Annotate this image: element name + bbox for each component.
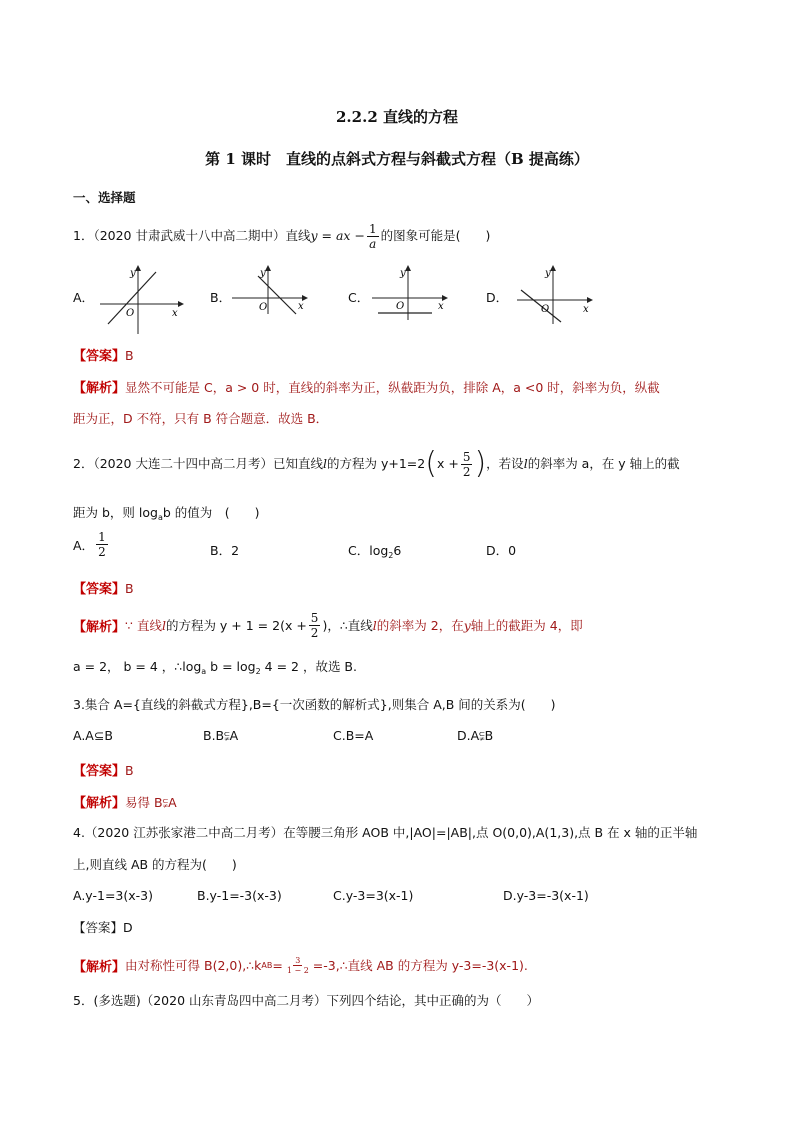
y-label: y <box>260 268 266 279</box>
x-arrow <box>178 301 184 307</box>
origin-label: O <box>259 302 268 313</box>
q2-option-d[interactable]: D．0 <box>486 543 517 558</box>
section-title: 2.2.2 直线的方程 <box>336 108 458 126</box>
analysis-tag: 【解析】 <box>73 796 126 811</box>
y-arrow <box>550 265 556 271</box>
y-arrow <box>405 265 411 271</box>
q2-answer: 【答案】B <box>73 581 134 597</box>
y-arrow <box>135 265 141 271</box>
q4-analysis: 【解析】 由对称性可得 B(2,0),∴k AB = $\frac{3}{1 - 2}$ =-3,∴直线 AB 的方程为 y-3=-3(x-1). <box>73 955 528 975</box>
q4-stem-line1: 4.（2020 江苏张家港二中高二月考）在等腰三角形 AOB 中,|AO|=|AB|,点 O(0,0),A(1,3),点 B 在 x 轴的正半轴 <box>73 825 698 840</box>
q4-option-c[interactable]: C.y-3=3(x-1) <box>333 888 414 903</box>
part-heading: 一、选择题 <box>73 190 136 205</box>
q1-graph-a <box>100 262 185 337</box>
q2-analysis-line1: 【解析】 ∵ 直线 l 的方程为 y + 1 = 2(x + $\frac{5}{2}$ )，∴直线 l 的斜率为 2，在 y 轴上的截距为 4，即 <box>73 610 583 640</box>
q4-option-a[interactable]: A.y-1=3(x-3) <box>73 888 153 903</box>
q2-option-b[interactable]: B．2 <box>210 543 240 558</box>
answer-tag: 【答案】 <box>73 582 126 597</box>
lesson-title: 第 1 课时 直线的点斜式方程与斜截式方程（B 提高练） <box>205 150 589 168</box>
q3-analysis: 【解析】易得 B⫋A <box>73 795 177 811</box>
q1-option-a[interactable]: A． <box>73 290 95 305</box>
q3-option-d[interactable]: D.A⫋B <box>457 728 494 743</box>
q4-stem-line2: 上,则直线 AB 的方程为( ) <box>73 857 237 872</box>
q1-graph-c <box>370 262 450 322</box>
q2-option-c[interactable]: C．$\log_26$ <box>348 543 402 560</box>
q3-answer: 【答案】B <box>73 763 134 779</box>
q2-stem-line1: 2．（2020 大连二十四中高二月考）已知直线 l 的方程为 y+1=2 ( x + $\frac{5}{2}$ ) ，若设 l 的斜率为 a，在 y 轴上的截 <box>73 446 680 481</box>
y-arrow <box>265 265 271 271</box>
q3-stem: 3.集合 A={直线的斜截式方程},B={一次函数的解析式},则集合 A,B 间的关系为( ) <box>73 697 556 712</box>
y-label: y <box>545 268 551 279</box>
origin-label: O <box>396 301 405 312</box>
origin-label: O <box>126 308 135 319</box>
x-label: x <box>172 308 178 319</box>
q1-option-b[interactable]: B． <box>210 290 232 305</box>
analysis-tag: 【解析】 <box>73 381 126 396</box>
q4-option-b[interactable]: B.y-1=-3(x-3) <box>197 888 282 903</box>
q1-stem: 1．（2020 甘肃武威十八中高二期中）直线y = ax − $\frac{1}{a}$ 的图象可能是( ) <box>73 222 491 251</box>
origin-label: O <box>541 304 550 315</box>
q1-option-c[interactable]: C． <box>348 290 370 305</box>
y-label: y <box>130 268 136 279</box>
q2-stem-line2: 距为 b，则 $\log_ab$ 的值为 ( ) <box>73 505 260 522</box>
q1-answer: 【答案】B <box>73 348 134 364</box>
q1-analysis-line1: 【解析】显然不可能是 C，a > 0 时，直线的斜率为正，纵截距为负，排除 A，a <0 时，斜率为负，纵截 <box>73 380 660 396</box>
q3-option-a[interactable]: A.A⊆B <box>73 728 113 743</box>
analysis-tag: 【解析】 <box>73 959 126 975</box>
x-label: x <box>438 301 444 312</box>
q5-stem: 5．(多选题)（2020 山东青岛四中高二月考）下列四个结论，其中正确的为（ ） <box>73 993 539 1008</box>
q1-analysis-line2: 距为正，D 不符，只有 B 符合题意．故选 B． <box>73 411 329 426</box>
q2-analysis-line2: a = 2， b = 4 ，$\therefore\log_a$ $b = \log_2 4 = 2$ ，故选 B. <box>73 659 357 676</box>
q1-graph-d <box>515 262 595 327</box>
y-label: y <box>400 268 406 279</box>
x-label: x <box>583 304 589 315</box>
q1-graph-b <box>230 262 310 322</box>
answer-tag: 【答案】 <box>73 764 126 779</box>
q4-option-d[interactable]: D.y-3=-3(x-1) <box>503 888 589 903</box>
q2-option-a[interactable]: A． $\frac{1}{2}$ <box>73 530 106 559</box>
q4-answer: 【答案】D <box>73 920 133 935</box>
q3-option-b[interactable]: B.B⫋A <box>203 728 239 743</box>
x-label: x <box>298 301 304 312</box>
q3-option-c[interactable]: C.B=A <box>333 728 374 743</box>
x-arrow <box>587 297 593 303</box>
analysis-tag: 【解析】 <box>73 619 126 635</box>
answer-tag: 【答案】 <box>73 349 126 364</box>
q1-option-d[interactable]: D． <box>486 290 509 305</box>
